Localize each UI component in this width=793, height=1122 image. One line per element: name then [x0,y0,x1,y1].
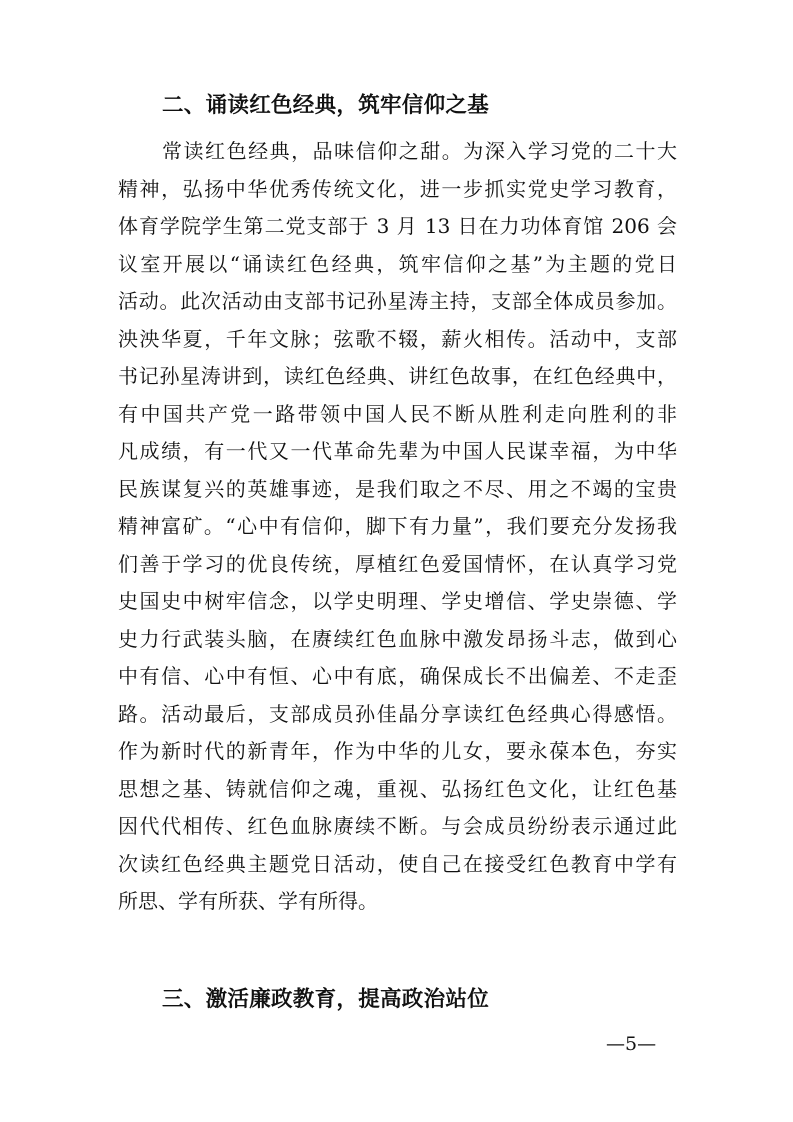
body-text-line: 泱泱华夏，千年文脉；弦歌不辍，薪火相传。活动中，支部 [118,326,677,351]
body-text-line: 常读红色经典，品味信仰之甜。为深入学习党的二十大 [162,139,677,163]
body-text-line: 因代代相传、红色血脉赓续不断。与会成员纷纷表示通过此 [118,814,677,838]
body-text-line: 路。活动最后，支部成员孙佳晶分享读红色经典心得感悟。 [118,701,677,726]
body-text-line: 书记孙星涛讲到，读红色经典、讲红色故事，在红色经典中， [118,364,677,388]
body-text-line: 体育学院学生第二党支部于 3 月 13 日在力功体育馆 206 会 [118,214,677,238]
body-text-line: 中有信、心中有恒、心中有底，确保成长不出偏差、不走歪 [118,664,677,688]
body-text-line: 史力行武装头脑，在赓续红色血脉中激发昂扬斗志，做到心 [118,626,677,651]
body-text-line: 议室开展以“诵读红色经典，筑牢信仰之基”为主题的党日 [118,251,677,276]
page-number: —5— [606,1033,657,1055]
body-text-line: 思想之基、铸就信仰之魂，重视、弘扬红色文化，让红色基 [118,776,677,801]
body-text-line: 所思、学有所获、学有所得。 [118,889,378,913]
section-heading-3: 三、激活廉政教育，提高政治站位 [162,987,490,1012]
section-heading-2: 二、诵读红色经典，筑牢信仰之基 [162,93,490,118]
body-text-line: 精神，弘扬中华优秀传统文化，进一步抓实党史学习教育， [118,176,677,201]
body-text-line: 凡成绩，有一代又一代革命先辈为中国人民谋幸福，为中华 [118,439,677,463]
body-text-line: 史国史中树牢信念，以学史明理、学史增信、学史崇德、学 [118,589,677,613]
body-text-line: 精神富矿。“心中有信仰，脚下有力量”，我们要充分发扬我 [118,514,677,538]
body-text-line: 活动。此次活动由支部书记孙星涛主持，支部全体成员参加。 [118,289,677,313]
body-text-line: 民族谋复兴的英雄事迹，是我们取之不尽、用之不竭的宝贵 [118,476,677,501]
body-text-line: 有中国共产党一路带领中国人民不断从胜利走向胜利的非 [118,401,677,426]
body-text-line: 作为新时代的新青年，作为中华的儿女，要永葆本色，夯实 [118,739,677,763]
body-text-line: 们善于学习的优良传统，厚植红色爱国情怀，在认真学习党 [118,551,677,576]
body-text-line: 次读红色经典主题党日活动，使自己在接受红色教育中学有 [118,851,677,876]
